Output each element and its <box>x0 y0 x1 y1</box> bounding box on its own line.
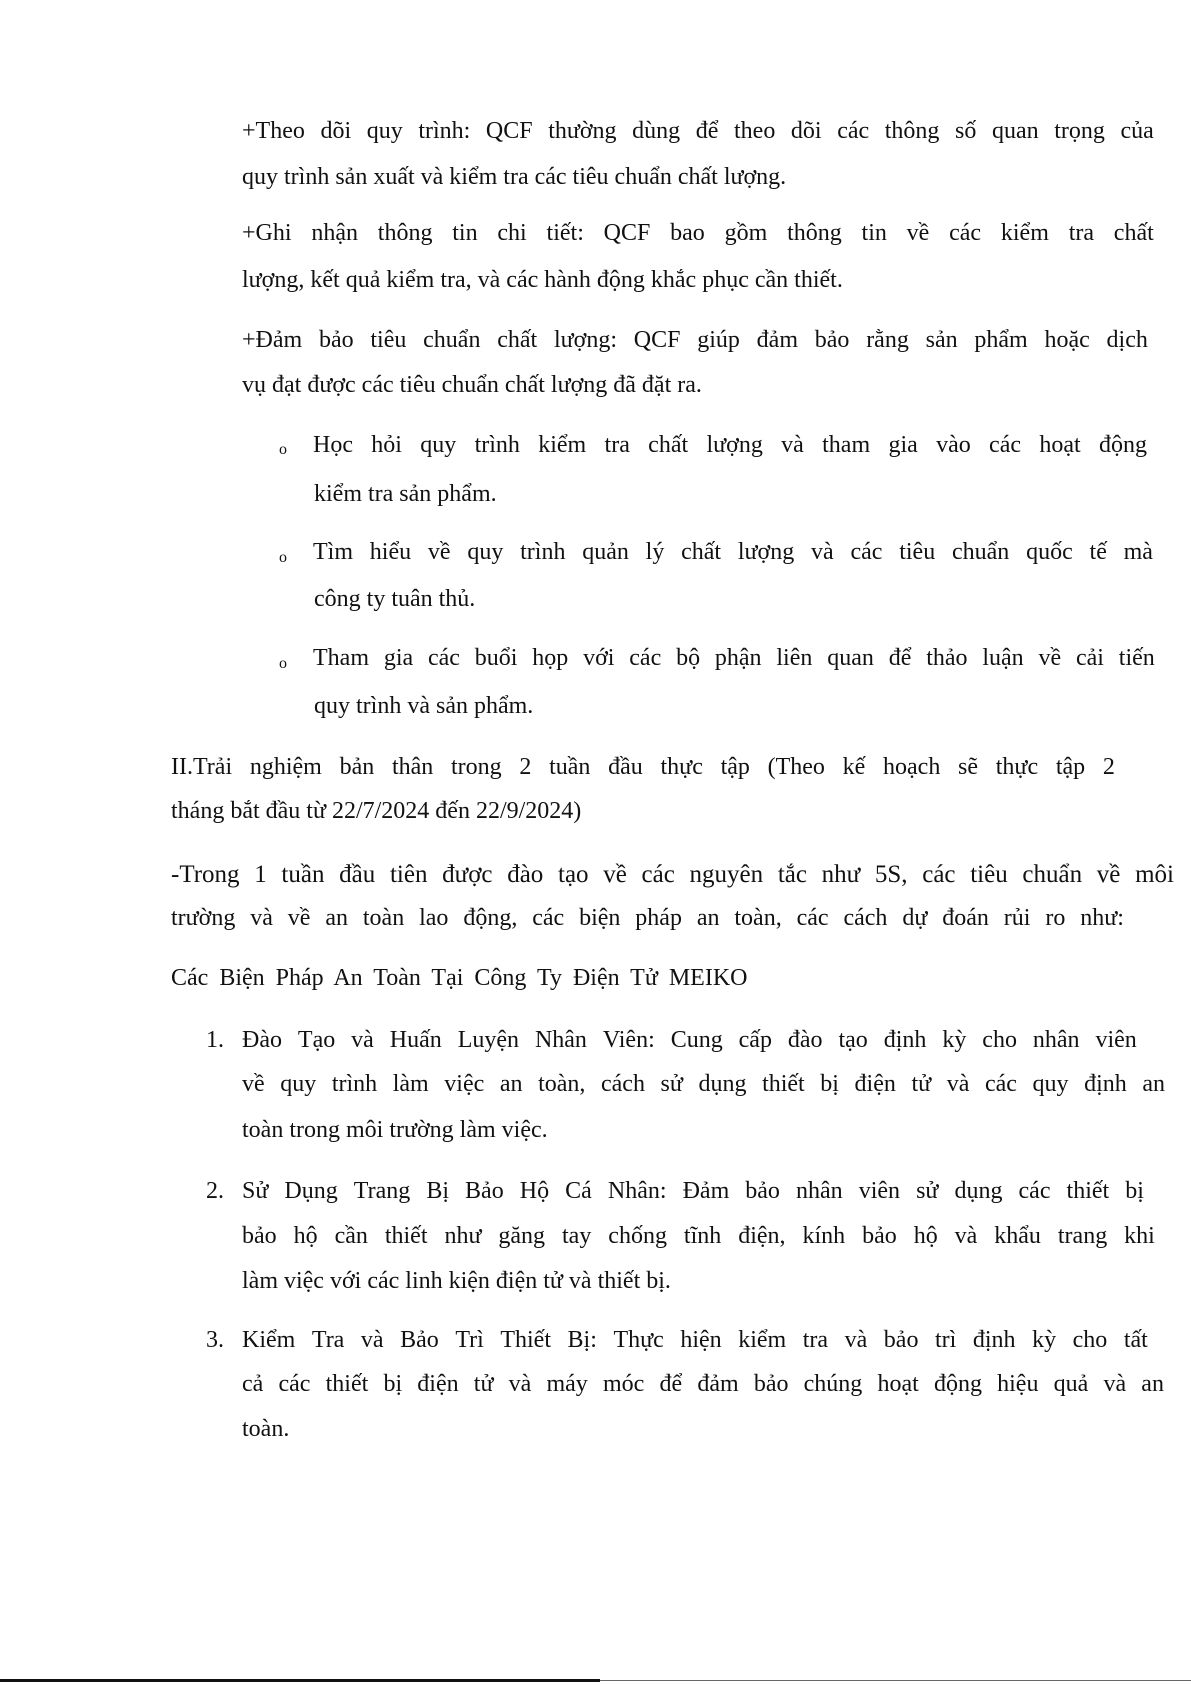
word: Đảm <box>682 1178 730 1204</box>
qcf-point-1-line-1 <box>242 116 1154 146</box>
word: như: <box>1080 905 1124 931</box>
word: tắc <box>777 861 807 888</box>
word: và <box>954 1223 978 1249</box>
word: và <box>508 1371 532 1397</box>
footer-rule-thin <box>600 1680 1191 1681</box>
word: hiện <box>680 1327 722 1353</box>
word: Tham <box>313 645 369 671</box>
sub-bullet-1-line-2: kiểm tra sản phẩm. <box>314 481 497 507</box>
word: thiết <box>762 1071 805 1097</box>
word: bị <box>383 1371 403 1397</box>
word: Cung <box>670 1027 723 1053</box>
word: Bảo <box>400 1327 439 1353</box>
word: về <box>427 539 451 565</box>
word: điện <box>854 1071 896 1097</box>
word: +Theo <box>242 118 305 144</box>
qcf-point-3-line-1 <box>242 325 1148 355</box>
numbered-item-1-line-3: toàn trong môi trường làm việc. <box>242 1117 548 1143</box>
word: tra <box>604 432 630 458</box>
word: cách <box>843 905 888 931</box>
word: động <box>1098 432 1147 458</box>
word: rằng <box>866 327 909 353</box>
word: 2 <box>519 754 532 780</box>
word: an <box>1141 1371 1164 1397</box>
word: về <box>603 861 627 888</box>
word: toàn, <box>538 1071 586 1097</box>
word: +Đảm <box>242 327 303 353</box>
word: quả <box>1053 1371 1089 1397</box>
word: để <box>888 645 912 671</box>
word: dự <box>902 905 928 931</box>
word: các <box>629 645 662 671</box>
qcf-point-1-line-2: quy trình sản xuất và kiểm tra các tiêu chuẩn chất lượng. <box>242 164 787 190</box>
word: chi <box>497 220 527 246</box>
word: như <box>821 861 861 888</box>
word: về <box>906 220 930 246</box>
word: tế <box>1089 539 1107 565</box>
word: kỳ <box>1032 1327 1057 1353</box>
numbered-item-2-number: 2. <box>206 1178 224 1204</box>
word: Tra <box>311 1327 345 1353</box>
sub-bullet-1-line-1 <box>313 430 1147 460</box>
word: II.Trải <box>171 754 233 780</box>
word: máy <box>546 1371 588 1397</box>
word: định <box>972 1327 1016 1353</box>
word: gia <box>383 645 414 671</box>
word: Bảo <box>465 1178 504 1204</box>
word: theo <box>734 118 776 144</box>
word: 5S, <box>874 861 908 888</box>
word: cách <box>601 1071 645 1097</box>
word: để <box>659 1371 683 1397</box>
word: bản <box>339 754 375 780</box>
word: thông <box>884 118 940 144</box>
word: trì <box>935 1327 957 1353</box>
section-heading-line-1 <box>171 752 1115 782</box>
word: liên <box>776 645 813 671</box>
word: các <box>278 1371 311 1397</box>
word: (Theo <box>767 754 825 780</box>
sub-bullet-2-line-1 <box>313 537 1153 567</box>
word: tạo <box>838 1027 868 1053</box>
word: và <box>250 905 273 931</box>
word: thiết <box>325 1371 369 1397</box>
word: tử <box>473 1371 494 1397</box>
word: Nhân: <box>607 1178 667 1204</box>
word: đầu <box>608 754 643 780</box>
word: hộ <box>293 1223 318 1249</box>
word: định <box>1084 1071 1127 1097</box>
word: tĩnh <box>683 1223 722 1249</box>
word: kính <box>802 1223 846 1249</box>
word: về <box>287 905 311 931</box>
word: dụng <box>698 1071 747 1097</box>
sub-bullet-2-line-2: công ty tuân thủ. <box>314 586 476 612</box>
word: thiết <box>384 1223 428 1249</box>
word: an <box>499 1071 523 1097</box>
word: tiêu <box>970 861 1008 888</box>
word: hoạch <box>883 754 941 780</box>
word: số <box>955 118 977 144</box>
word: QCF <box>633 327 681 353</box>
word: và <box>360 1327 384 1353</box>
word: Trì <box>455 1327 484 1353</box>
word: khi <box>1124 1223 1155 1249</box>
qcf-point-2-line-2: lượng, kết quả kiểm tra, và các hành động khắc phục cần thiết. <box>242 267 843 293</box>
word: tay <box>562 1223 592 1249</box>
word: luận <box>982 645 1024 671</box>
word: chống <box>608 1223 667 1249</box>
word: Dụng <box>284 1178 338 1204</box>
word: điện, <box>738 1223 786 1249</box>
word: gia <box>888 432 918 458</box>
word: chuẩn <box>1022 861 1083 888</box>
word: định <box>883 1027 927 1053</box>
word: chuẩn <box>423 327 481 353</box>
numbered-item-1-line-2 <box>242 1069 1165 1099</box>
sub-bullet-2-marker: o <box>279 549 287 566</box>
word: dụng <box>954 1178 1003 1204</box>
word: động, <box>463 905 518 931</box>
word: và <box>946 1071 970 1097</box>
sub-bullet-1-marker: o <box>279 441 287 458</box>
numbered-item-2-line-3: làm việc với các linh kiện điện tử và thiết bị. <box>242 1268 671 1294</box>
word: tiên <box>389 861 428 888</box>
word: quản <box>582 539 629 565</box>
word: Thực <box>613 1327 664 1353</box>
word: môi <box>1135 861 1174 888</box>
numbered-item-3-line-2 <box>242 1369 1164 1399</box>
word: Bị <box>426 1178 449 1204</box>
word: bảo <box>753 1371 789 1397</box>
word: an <box>696 905 720 931</box>
word: QCF <box>603 220 651 246</box>
word: tiêu <box>899 539 936 565</box>
word: tuần <box>281 861 325 888</box>
word: bảo <box>318 327 354 353</box>
word: kỳ <box>942 1027 967 1053</box>
word: tiêu <box>370 327 407 353</box>
word: động <box>933 1371 982 1397</box>
numbered-item-3-line-3: toàn. <box>242 1416 290 1442</box>
word: các <box>427 645 460 671</box>
word: quan <box>991 118 1039 144</box>
word: Đào <box>242 1027 282 1053</box>
word: hiểu <box>369 539 412 565</box>
word: quy <box>420 432 457 458</box>
word: các <box>1018 1178 1051 1204</box>
numbered-item-3-number: 3. <box>206 1327 224 1353</box>
word: 2 <box>1102 754 1115 780</box>
word: toàn <box>362 905 405 931</box>
word: đảm <box>756 327 798 353</box>
word: tiết: <box>546 220 584 246</box>
word: bị <box>820 1071 839 1097</box>
sub-bullet-3-line-2: quy trình và sản phẩm. <box>314 693 534 719</box>
word: Hộ <box>519 1178 550 1204</box>
word: quy <box>366 118 403 144</box>
numbered-item-2-line-2 <box>242 1221 1155 1251</box>
word: với <box>583 645 615 671</box>
word: các <box>922 861 956 888</box>
word: quy <box>280 1071 317 1097</box>
word: trình <box>474 432 520 458</box>
word: bảo <box>862 1223 897 1249</box>
word: rủi <box>1003 905 1031 931</box>
word: trình <box>331 1071 378 1097</box>
word: thực <box>660 754 703 780</box>
word: Trang <box>353 1178 411 1204</box>
word: mà <box>1123 539 1153 565</box>
word: giúp <box>697 327 740 353</box>
word: điện <box>417 1371 459 1397</box>
word: trường <box>171 905 236 931</box>
word: chất <box>1113 220 1154 246</box>
word: cho <box>1072 1327 1108 1353</box>
word: Viên: <box>602 1027 655 1053</box>
word: các <box>532 905 565 931</box>
word: hoặc <box>1044 327 1090 353</box>
word: cả <box>242 1371 264 1397</box>
word: Học <box>313 432 353 458</box>
word: thân <box>391 754 434 780</box>
word: cải <box>1075 645 1104 671</box>
word: kế <box>842 754 866 780</box>
word: các <box>796 905 829 931</box>
sub-bullet-3-line-1 <box>313 643 1155 673</box>
word: ro <box>1045 905 1066 931</box>
word: hoạt <box>877 1371 919 1397</box>
word: bảo <box>814 327 850 353</box>
word: tin <box>861 220 887 246</box>
word: Tạo <box>297 1027 336 1053</box>
word: Sử <box>242 1178 269 1204</box>
word: bao <box>670 220 705 246</box>
word: vào <box>936 432 971 458</box>
word: việc <box>444 1071 485 1097</box>
word: dõi <box>790 118 822 144</box>
word: quan <box>827 645 874 671</box>
word: được <box>442 861 493 888</box>
word: họp <box>532 645 569 671</box>
word: QCF <box>485 118 533 144</box>
word: thường <box>548 118 617 144</box>
word: Nhân <box>534 1027 587 1053</box>
word: an <box>325 905 348 931</box>
word: bảo <box>745 1178 780 1204</box>
word: trình <box>520 539 566 565</box>
word: bảo <box>242 1223 277 1249</box>
word: về <box>1096 861 1121 888</box>
numbered-item-1-number: 1. <box>206 1027 224 1053</box>
word: buổi <box>474 645 518 671</box>
word: các <box>850 539 883 565</box>
word: trang <box>1057 1223 1108 1249</box>
word: bộ <box>676 645 701 671</box>
numbered-item-1-line-1 <box>242 1025 1137 1055</box>
word: nguyên <box>689 861 764 888</box>
word: lượng <box>737 539 795 565</box>
word: an <box>1142 1071 1165 1097</box>
numbered-item-2-line-1 <box>242 1176 1144 1206</box>
word: dõi <box>320 118 352 144</box>
word: bị <box>1125 1178 1144 1204</box>
word: và <box>781 432 804 458</box>
qcf-point-2-line-1 <box>242 218 1154 248</box>
word: nghiệm <box>249 754 322 780</box>
word: tất <box>1123 1327 1148 1353</box>
word: viên <box>858 1178 901 1204</box>
word: chất <box>648 432 689 458</box>
word: viên <box>1095 1027 1137 1053</box>
word: kiểm <box>1000 220 1049 246</box>
word: sử <box>660 1071 683 1097</box>
word: toàn, <box>734 905 782 931</box>
qcf-point-3-line-2: vụ đạt được các tiêu chuẩn chất lượng đã đặt ra. <box>242 372 702 398</box>
word: chúng <box>803 1371 863 1397</box>
word: của <box>1120 118 1154 144</box>
word: đầu <box>339 861 376 888</box>
word: sẽ <box>958 754 979 780</box>
word: sản <box>925 327 958 353</box>
word: tham <box>822 432 871 458</box>
word: Thiết <box>500 1327 551 1353</box>
word: đoán <box>942 905 989 931</box>
word: thiết <box>1066 1178 1110 1204</box>
word: tập <box>720 754 750 780</box>
word: -Trong <box>171 861 240 888</box>
word: các <box>984 1071 1017 1097</box>
word: khẩu <box>994 1223 1041 1249</box>
word: tử <box>911 1071 932 1097</box>
word: các <box>989 432 1022 458</box>
word: dịch <box>1106 327 1148 353</box>
word: trình: <box>418 118 471 144</box>
word: kiểm <box>538 432 587 458</box>
word: tạo <box>558 861 589 888</box>
word: phận <box>714 645 762 671</box>
intro-line-1 <box>171 860 1174 890</box>
word: nhận <box>311 220 358 246</box>
word: và <box>844 1327 868 1353</box>
sub-bullet-3-marker: o <box>279 655 287 672</box>
word: dùng <box>632 118 681 144</box>
word: quy <box>1032 1071 1069 1097</box>
word: hỏi <box>371 432 402 458</box>
word: Kiểm <box>242 1327 296 1353</box>
word: bảo <box>883 1327 919 1353</box>
word: và <box>351 1027 374 1053</box>
word: Huấn <box>389 1027 442 1053</box>
word: để <box>695 118 719 144</box>
word: chất <box>681 539 722 565</box>
word: và <box>811 539 834 565</box>
word: hoạt <box>1039 432 1081 458</box>
word: trọng <box>1054 118 1105 144</box>
word: cho <box>982 1027 1017 1053</box>
numbered-item-3-line-1 <box>242 1325 1148 1355</box>
word: tuần <box>549 754 591 780</box>
word: đảm <box>697 1371 739 1397</box>
word: quy <box>467 539 504 565</box>
word: 1 <box>254 861 267 888</box>
word: thông <box>377 220 433 246</box>
word: các <box>641 861 675 888</box>
footer-rule <box>0 1679 600 1682</box>
word: làm <box>392 1071 429 1097</box>
word: nhân <box>1032 1027 1080 1053</box>
word: về <box>242 1071 265 1097</box>
word: lượng: <box>553 327 618 353</box>
word: và <box>1103 1371 1127 1397</box>
word: quốc <box>1026 539 1073 565</box>
word: sử <box>916 1178 939 1204</box>
intro-line-2 <box>171 903 1124 933</box>
word: lượng <box>706 432 763 458</box>
word: trong <box>450 754 502 780</box>
word: thực <box>995 754 1039 780</box>
word: các <box>837 118 870 144</box>
word: kiểm <box>738 1327 787 1353</box>
word: gồm <box>724 220 768 246</box>
word: đào <box>787 1027 823 1053</box>
list-title: Các Biện Pháp An Toàn Tại Công Ty Điện Tử MEIKO <box>171 965 748 991</box>
word: Tìm <box>313 539 353 565</box>
word: lý <box>645 539 665 565</box>
word: nhân <box>795 1178 843 1204</box>
word: đào <box>507 861 544 888</box>
word: tiến <box>1118 645 1155 671</box>
section-heading-line-2: tháng bắt đầu từ 22/7/2024 đến 22/9/2024) <box>171 798 582 824</box>
word: Bị: <box>567 1327 597 1353</box>
word: Luyện <box>457 1027 519 1053</box>
word: hiệu <box>997 1371 1039 1397</box>
word: phẩm <box>974 327 1028 353</box>
word: Cá <box>565 1178 592 1204</box>
word: biện <box>579 905 621 931</box>
word: cần <box>334 1223 368 1249</box>
word: về <box>1038 645 1062 671</box>
word: găng <box>498 1223 546 1249</box>
word: pháp <box>635 905 682 931</box>
word: chuẩn <box>952 539 1010 565</box>
word: tập <box>1055 754 1086 780</box>
word: tra <box>1068 220 1094 246</box>
word: hộ <box>913 1223 938 1249</box>
word: các <box>949 220 982 246</box>
word: chất <box>497 327 538 353</box>
word: +Ghi <box>242 220 292 246</box>
word: móc <box>602 1371 645 1397</box>
word: thông <box>787 220 842 246</box>
word: tin <box>452 220 478 246</box>
word: cấp <box>738 1027 772 1053</box>
word: thảo <box>926 645 968 671</box>
word: như <box>444 1223 482 1249</box>
word: lao <box>419 905 449 931</box>
word: tra <box>802 1327 829 1353</box>
